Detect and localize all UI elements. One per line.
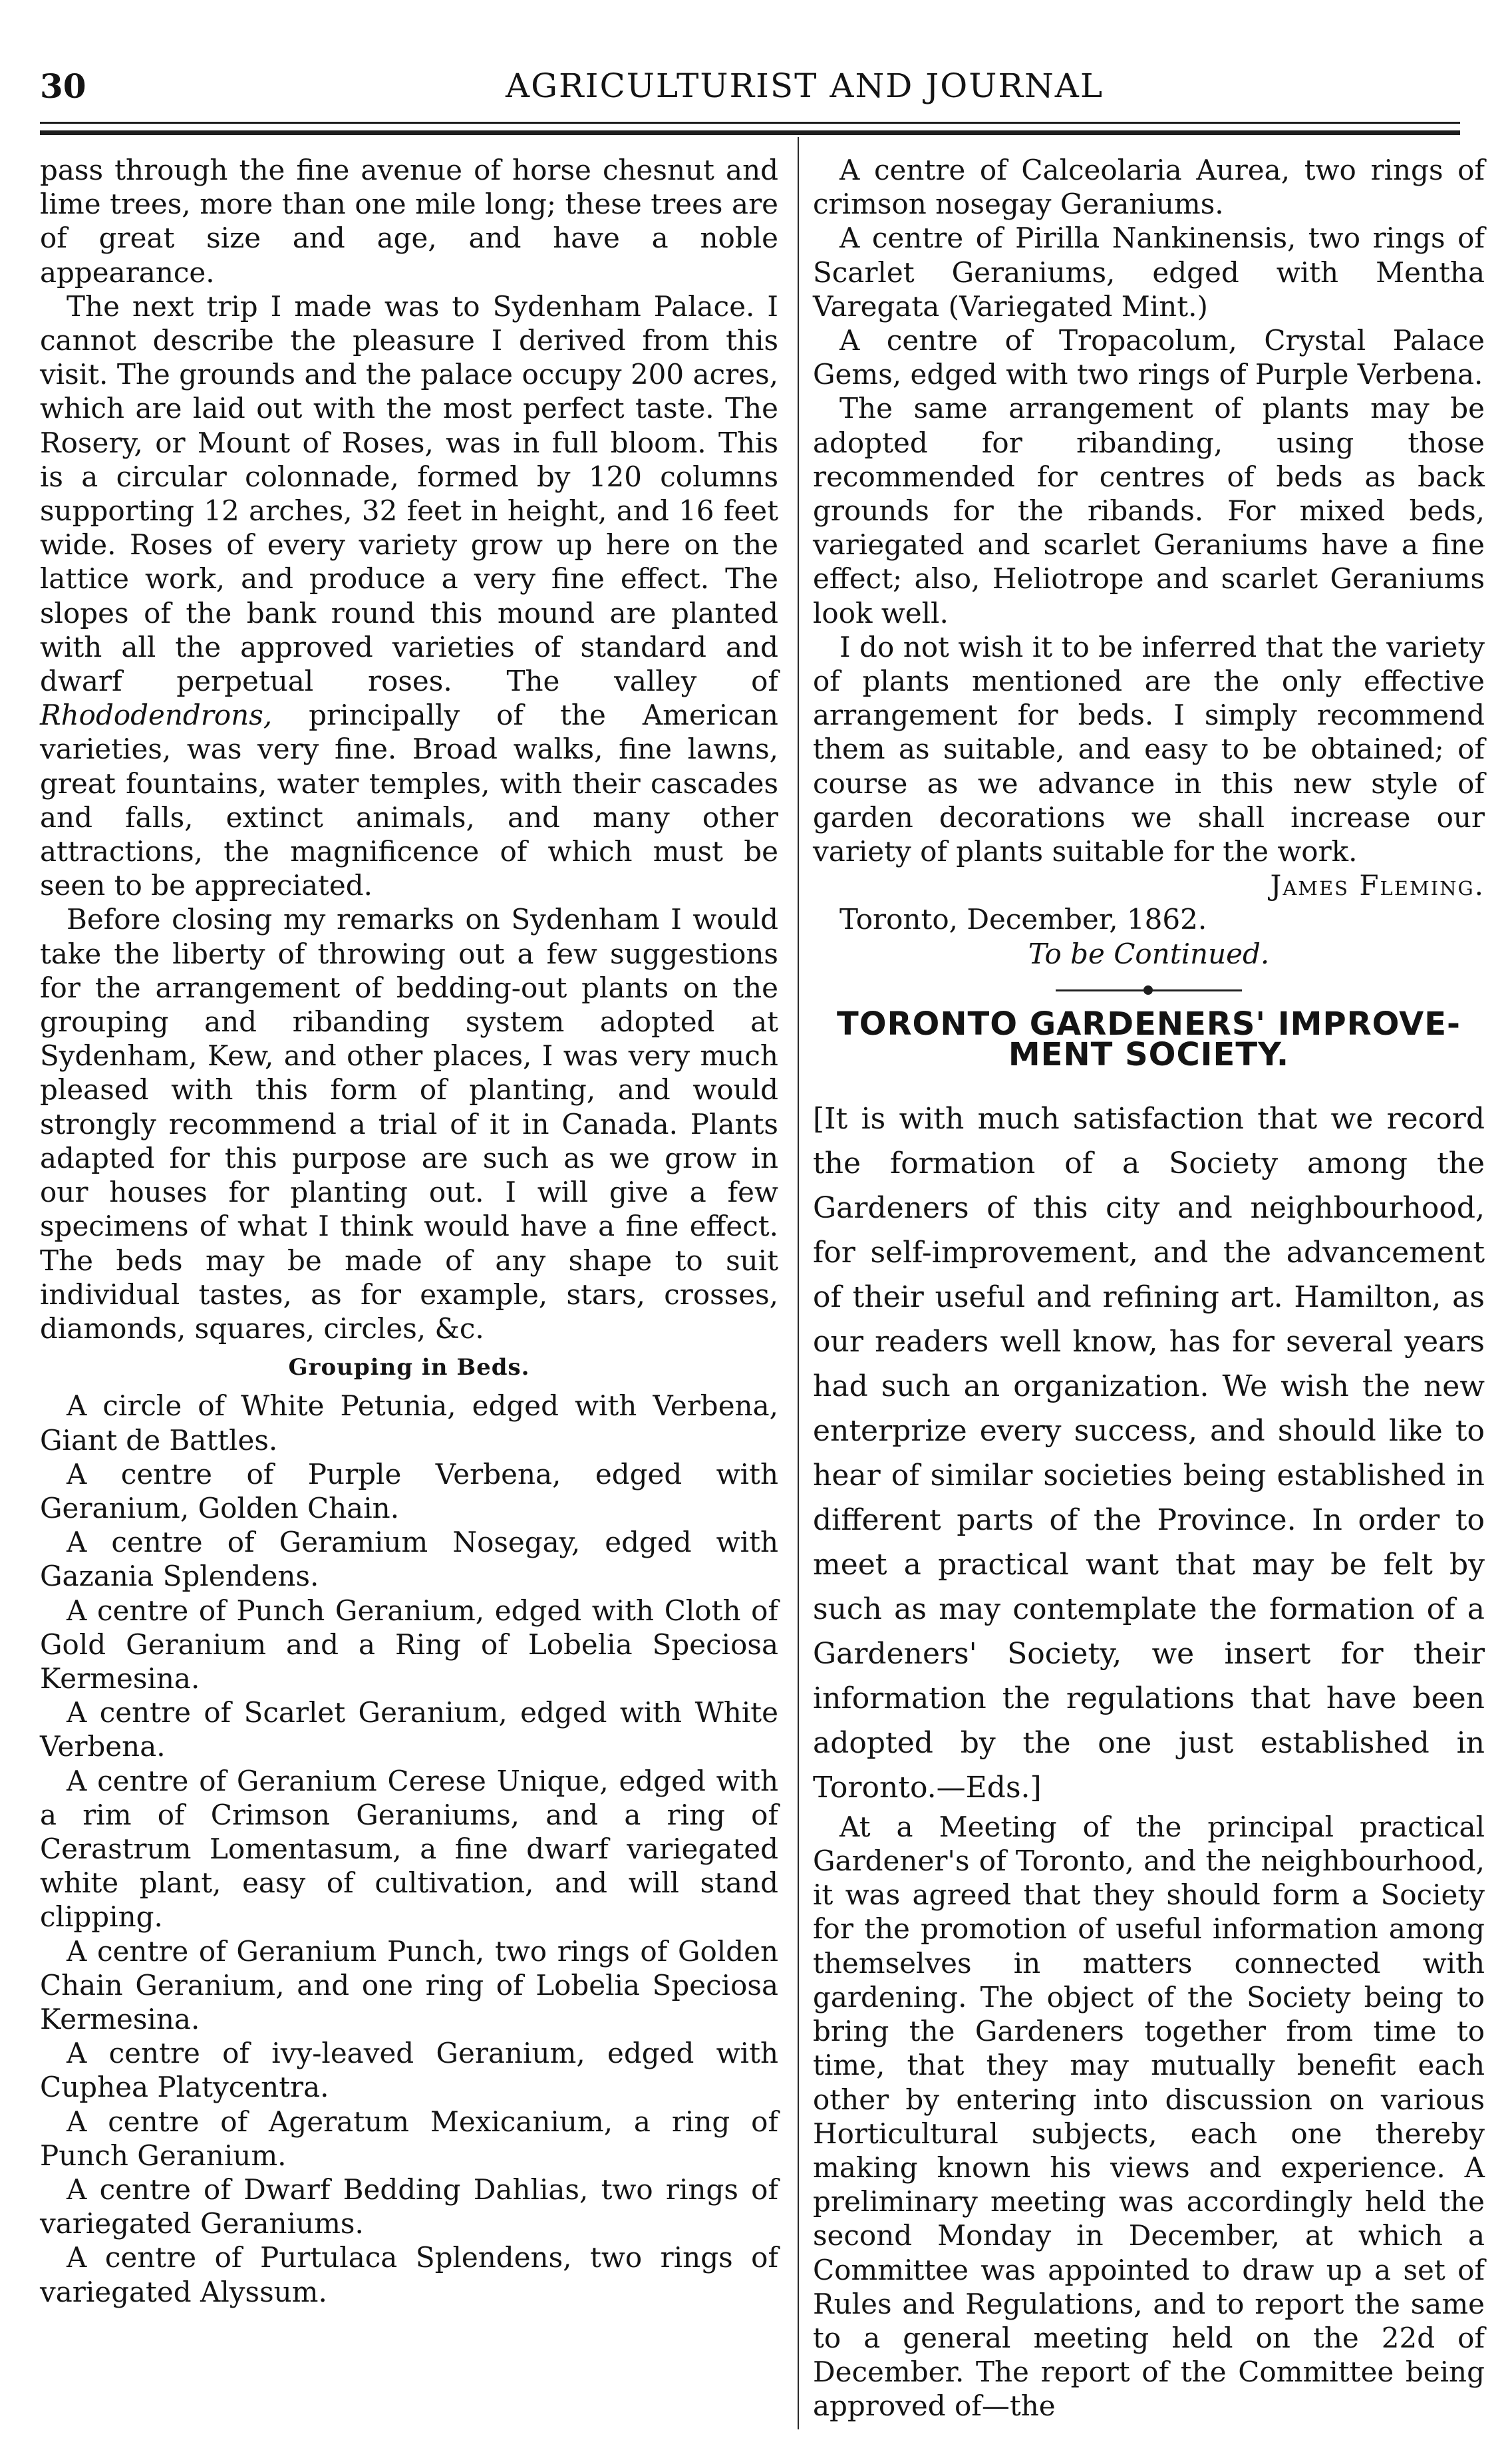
list-item: A centre of Geramium Nosegay, edged with Gazania Splendens. (40, 1526, 778, 1593)
paragraph-text: principally of the American varieties, was very fine. Broad walks, fine lawns, great fountains, water temples, with their cascades and falls, extinct animals, and many other attractions, the magnificence of which must be seen to be appreciated. (40, 699, 778, 902)
left-column (40, 153, 778, 2309)
section-subheading: Grouping in Beds. (288, 1354, 530, 1381)
list-item: A centre of Geranium Cerese Unique, edged with a rim of Crimson Geraniums, and a ring of Cerastrum Lomentasum, a fine dwarf variegated white plant, easy of cultivation, and will stand clipping. (40, 1764, 778, 1934)
column-divider (798, 137, 799, 2429)
header-rule-thick (40, 130, 1460, 135)
section-title (813, 1005, 1485, 1073)
paragraph: At a Meeting of the principal practical Gardener's of Toronto, and the neighbourhood, it was agreed that they should form a Society for the promotion of useful information among themselves in matters connected with gardening. The object of the Society being to bring the Gardeners together from time to time, that they may mutually benefit each other by entering into discussion on various Horticultural subjects, each one thereby making known his views and experience. A preliminary meeting was accordingly held the second Monday in December, at which a Committee was appointed to draw up a set of Rules and Regulations, and to report the same to a general meeting held on the 22d of December. The report of the Committee being approved of—the (813, 1810, 1485, 2423)
dateline: Toronto, December, 1862. (839, 903, 1207, 936)
page-number: 30 (40, 67, 86, 106)
header-rule-thin (40, 122, 1460, 124)
paragraph: I do not wish it to be inferred that the variety of plants mentioned are the only effective arrangement for beds. I simply recommend them as suitable, and easy to be obtained; of course as we advance in this new style of garden decorations we shall increase our variety of plants suitable for the work. (813, 630, 1485, 868)
list-item: A centre of Calceolaria Aurea, two rings of crimson nosegay Geraniums. (813, 154, 1485, 221)
page-header (0, 0, 1512, 126)
list-item: A centre of Scarlet Geranium, edged with White Verbena. (40, 1696, 778, 1763)
section-title-line: MENT SOCIETY. (1008, 1035, 1290, 1073)
list-item: A centre of Purple Verbena, edged with Geranium, Golden Chain. (40, 1457, 778, 1524)
section-ornament (1056, 989, 1242, 991)
paragraph-sydenham (40, 289, 778, 903)
paragraph-text: The next trip I made was to Sydenham Palace. I cannot describe the pleasure I derived from this visit. The grounds and the palace occupy 200 acres, which are laid out with the most perfect taste. The Rosery, or Mount of Roses, was in full bloom. This is a circular colonnade, formed by 120 columns supporting 12 arches, 32 feet in height, and 16 feet wide. Roses of every variety grow up here on the lattice work, and produce a very fine effect. The slopes of the bank round this mound are planted with all the approved varieties of standard and dwarf perpetual roses. The valley of (40, 289, 778, 698)
paragraph: pass through the fine avenue of horse chesnut and lime trees, more than one mile long; these trees are of great size and age, and have a noble appearance. (40, 154, 778, 289)
continued-note: To be Continued. (1028, 937, 1270, 970)
list-item: A centre of Dwarf Bedding Dahlias, two rings of variegated Geraniums. (40, 2173, 778, 2240)
italic-term: Rhododendrons, (40, 699, 273, 732)
list-item: A centre of Purtulaca Splendens, two rings of variegated Alyssum. (40, 2241, 778, 2308)
list-item: A centre of Pirilla Nankinensis, two rings of Scarlet Geraniums, edged with Mentha Varegata (Variegated Mint.) (813, 222, 1485, 323)
paragraph: The same arrangement of plants may be adopted for ribanding, using those recommended for centres of beds as back grounds for the ribands. For mixed beds, variegated and scarlet Geraniums have a fine effect; also, Heliotrope and scarlet Geraniums look well. (813, 392, 1485, 629)
section-title-line: TORONTO GARDENERS' IMPROVE- (837, 1005, 1461, 1043)
list-item: A centre of Geranium Punch, two rings of Golden Chain Geranium, and one ring of Lobelia Speciosa Kermesina. (40, 1934, 778, 2035)
paragraph: Before closing my remarks on Sydenham I would take the liberty of throwing out a few suggestions for the arrangement of bedding-out plants on the grouping and ribanding system adopted at Sydenham, Kew, and other places, I was very much pleased with this form of planting, and would strongly recommend a trial of it in Canada. Plants adapted for this purpose are such as we grow in our houses for planting out. I will give a few specimens of what I think would have a fine effect. The beds may be made of any shape to suit individual tastes, as for example, stars, crosses, diamonds, squares, circles, &c. (40, 903, 778, 1345)
list-item: A centre of Tropacolum, Crystal Palace Gems, edged with two rings of Purple Verbena. (813, 324, 1485, 391)
editor-intro: [It is with much satisfaction that we record the formation of a Society among the Gardeners of this city and neighbourhood, for self-improvement, and the advancement of their useful and refining art. Hamilton, as our readers well know, has for several years had such an organization. We wish the new enterprize every success, and should like to hear of similar societies being established in different parts of the Province. In order to meet a practical want that may be felt by such as may contemplate the formation of a Gardeners' Society, we insert for their information the regulations that have been adopted by the one just established in Toronto.—Eds.] (813, 1101, 1485, 1805)
list-item: A centre of Ageratum Mexicanium, a ring of Punch Geranium. (40, 2105, 778, 2172)
author-signature: James Fleming. (1270, 869, 1485, 902)
list-item: A circle of White Petunia, edged with Verbena, Giant de Battles. (40, 1389, 778, 1457)
list-item: A centre of ivy-leaved Geranium, edged with Cuphea Platycentra. (40, 2037, 778, 2104)
journal-title: AGRICULTURIST AND JOURNAL (506, 67, 1104, 105)
right-column (813, 153, 1485, 2423)
list-item: A centre of Punch Geranium, edged with Cloth of Gold Geranium and a Ring of Lobelia Speciosa Kermesina. (40, 1594, 778, 1695)
